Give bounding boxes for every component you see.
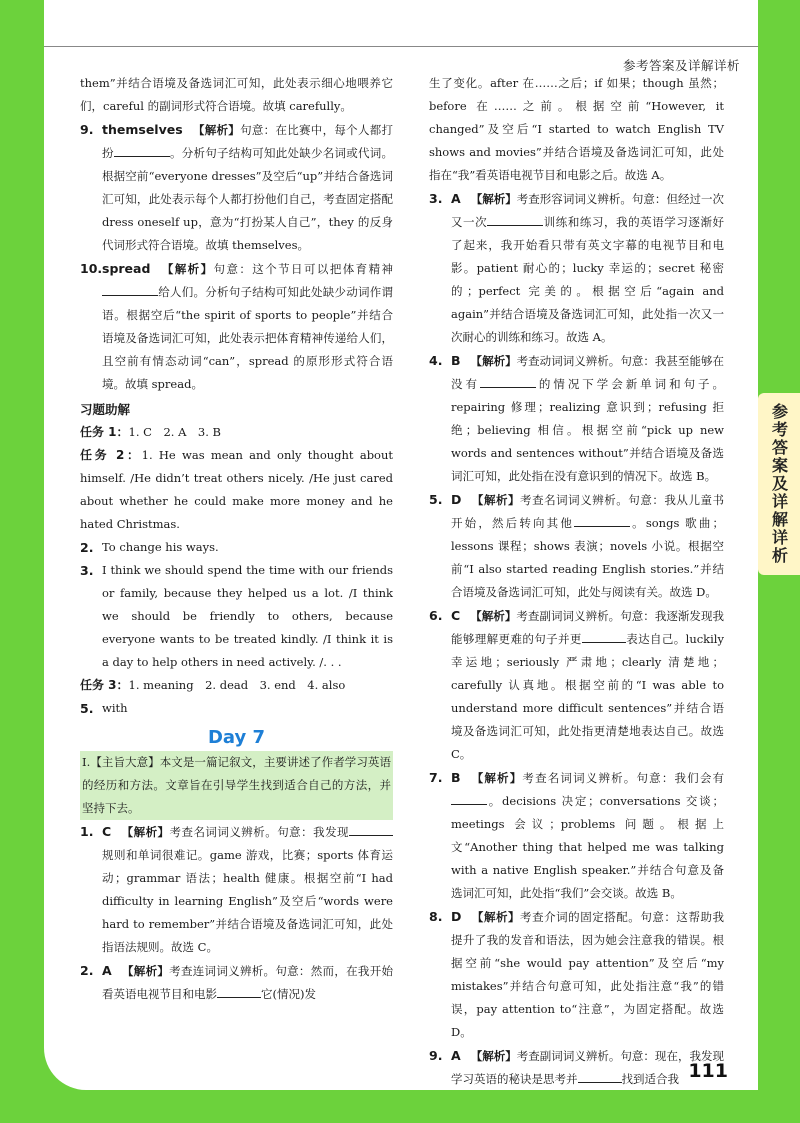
item-number: 8.	[429, 909, 443, 924]
answer-key: themselves	[102, 122, 183, 137]
task-text: To change his ways.	[102, 540, 219, 554]
task-label: 任务 3：	[80, 678, 129, 692]
section-title: 习题助解	[80, 402, 131, 417]
task-2	[80, 444, 393, 536]
answer-blank	[102, 283, 158, 296]
answer-blank	[574, 514, 630, 527]
analysis-tag: 【解析】	[471, 493, 521, 507]
analysis-tag: 【解析】	[470, 609, 517, 623]
task-text: I think we should spend the time with our friends or family, because they helped us a lot. /I think we should be friendly to others, because everyone wants to be treated kindly. /I think it is a day to help others in need actively. /. . .	[102, 563, 393, 669]
header-title: 参考答案及详解详析	[622, 58, 740, 73]
answer-key: B	[451, 353, 461, 368]
task-label: 任务 2：	[80, 448, 142, 462]
analysis-tag: 【解析】	[471, 910, 521, 924]
answer-blank	[480, 375, 536, 388]
header-rule	[44, 46, 758, 47]
answer-blank	[578, 1070, 622, 1083]
answer-item-9b	[429, 1044, 724, 1091]
analysis-tag: 【解析】	[192, 123, 241, 137]
day-heading: Day 7	[207, 727, 266, 748]
answer-item-5	[429, 488, 724, 604]
item-number: 1.	[80, 824, 94, 839]
answer-item-3	[429, 187, 724, 349]
analysis-text: 句意：这个节日可以把体育精神	[213, 262, 394, 276]
analysis-tag: 【解析】	[470, 192, 517, 206]
analysis-tag: 【解析】	[470, 1049, 517, 1063]
analysis-tag: 【解析】	[470, 771, 523, 785]
item-number: 4.	[429, 353, 443, 368]
right-column	[429, 72, 724, 1091]
side-tab-label: 参考答案及详解详析	[769, 403, 789, 565]
main-idea: Ⅰ.【主旨大意】本文是一篇记叙文，主要讲述了作者学习英语的经历和方法。文章旨在引导学生找到适合自己的方法，并坚持下去。	[80, 751, 393, 820]
analysis-text: 给人们。分析句子结构可知此处缺少动词作谓语。根据空后“the spirit of sports to people”并结合语境及备选词汇可知，此处表示把体育精神传递给人们，且空前有情态动词“can”，spread 的原形形式符合语境。故填 spread。	[102, 285, 393, 391]
task-2-item-2	[80, 536, 393, 559]
analysis-tag: 【解析】	[160, 262, 214, 276]
item-number: 9.	[429, 1048, 443, 1063]
analysis-text: 考查介词的固定搭配。句意：这帮助我提升了我的发音和语法，因为她会注意我的错误。根据空前“she would pay attention”及空后“my mistakes”并结合句意可知，此处指注意“我”的错误，pay attention to“注意”，为固定搭配。故选 D。	[451, 910, 725, 1039]
analysis-text: 训练和练习，我的英语学习逐渐好了起来，我开始看只带有英文字幕的电视节目和电影。patient 耐心的；lucky 幸运的；secret 秘密的；perfect 完美的。根据空后“again and again”并结合语境及备选词汇可知，此处指一次又一次耐心的训练和练习。故选 A。	[451, 215, 725, 344]
answer-item-9	[80, 118, 393, 257]
task-label: 任务 1：	[80, 425, 129, 439]
answer-blank	[451, 792, 487, 805]
item-number: 2.	[80, 540, 94, 555]
continuation-text: them”并结合语境及备选词汇可知，此处表示细心地喂养它们，careful 的副词形式符合语境。故填 carefully。	[80, 76, 393, 113]
answer-key: D	[451, 492, 462, 507]
item-number: 6.	[429, 608, 443, 623]
task-text: 1. C 2. A 3. B	[128, 425, 221, 439]
analysis-text: 考查形容词词义辨析。句意：但经过一次又一次	[451, 192, 725, 229]
continuation-text: 生了变化。after 在……之后；if 如果；though 虽然；before 在……之前。根据空前“However, it changed”及空后“I started to watch English TV shows and movies”并结合语境及备选词汇可知，此处指在“我”看英语电视节目和电影之后。故选 A。	[429, 76, 724, 182]
task-text: 1. meaning 2. dead 3. end 4. also	[128, 678, 346, 692]
answer-item-2	[80, 959, 393, 1006]
analysis-text: 表达自己。luckily 幸运地；seriously 严肃地；clearly 清楚地；carefully 认真地。根据空前的“I was able to understand more difficult sentences”并结合语境及备选词汇可知，此处指更清楚地表达自己。故选 C。	[451, 632, 724, 761]
analysis-tag: 【解析】	[121, 825, 170, 839]
analysis-text: 考查副词词义辨析。句意：我逐渐发现我能够理解更难的句子并更	[451, 609, 725, 646]
task-2-item-3	[80, 559, 393, 674]
analysis-text: 考查名词词义辨析。句意：我们会有	[522, 771, 725, 785]
answer-item-10	[80, 257, 393, 396]
answer-item-7	[429, 766, 724, 905]
analysis-text: 规则和单词很难记。game 游戏，比赛；sports 体育运动；grammar 语法；health 健康。根据空前“I had difficulty in learning English”及空后“words were hard to remember”并结合语境及备选词汇可知，此处指语法规则。故选 C。	[102, 848, 393, 954]
answer-key: C	[451, 608, 461, 623]
answer-item-1	[80, 820, 393, 959]
answer-item-6	[429, 604, 724, 766]
analysis-text: 。decisions 决定；conversations 交谈；meetings 会议；problems 问题。根据上文“Another thing that helped me was talking with a native English speaker.”并结合句意及备选词汇可知，此处指“我们”会交谈。故选 B。	[451, 794, 724, 900]
answer-blank	[114, 144, 170, 157]
item-number: 3.	[80, 563, 94, 578]
analysis-text: 。分析句子结构可知此处缺少名词或代词。根据空前“everyone dresses”及空后“up”并结合备选词汇可知，此处表示每个人都打扮他们自己，考查固定搭配 dress oneself up，意为“打扮某人自己”，they 的反身代词形式符合语境。故填 themselves。	[102, 146, 393, 252]
answer-key: A	[102, 963, 112, 978]
item-number: 7.	[429, 770, 443, 785]
analysis-tag: 【解析】	[470, 354, 517, 368]
answer-blank	[487, 213, 543, 226]
task-3-item-5	[80, 697, 393, 720]
answer-key: A	[451, 191, 461, 206]
task-text: 1. He was mean and only thought about himself. /He didn’t treat others nicely. /He just cared about whether he could make more money and he hated Christmas.	[80, 448, 394, 531]
item-number: 3.	[429, 191, 443, 206]
side-tab	[758, 393, 800, 575]
analysis-text: 。songs 歌曲；lessons 课程；shows 表演；novels 小说。根据空前“I also started reading English stories.”并结合语境及备选词汇可知，此处与阅读有关。故选 D。	[451, 516, 725, 599]
analysis-text: 考查动词词义辨析。句意：我甚至能够在没有	[451, 354, 725, 391]
answer-blank	[217, 985, 261, 998]
item-number: 10.	[80, 261, 103, 276]
answer-blank	[582, 630, 626, 643]
answer-item-4	[429, 349, 724, 488]
page-number: 111	[688, 1060, 728, 1082]
analysis-text: 的情况下学会新单词和句子。repairing 修理；realizing 意识到；refusing 拒绝；believing 相信。根据空前“pick up new words and sentences without”并结合语境及备选词汇可知，此处指在没有意识到的情况下。故选 B。	[451, 377, 725, 483]
answer-key: A	[451, 1048, 461, 1063]
analysis-text: 句意：在比赛中，每个人都打扮	[102, 123, 394, 160]
answer-blank	[349, 823, 393, 836]
analysis-tag: 【解析】	[121, 964, 170, 978]
item-number: 5.	[80, 701, 94, 716]
answer-key: B	[451, 770, 461, 785]
task-3	[80, 674, 393, 697]
answer-key: spread	[102, 261, 151, 276]
item-number: 5.	[429, 492, 443, 507]
item-number: 9.	[80, 122, 94, 137]
answer-key: C	[102, 824, 112, 839]
analysis-text: 它(情况)发	[261, 987, 316, 1001]
header-green-corner	[758, 0, 800, 72]
left-column	[80, 72, 393, 1006]
task-text: with	[102, 701, 128, 715]
analysis-text: 考查名词词义辨析。句意：我发现	[169, 825, 349, 839]
answer-item-8	[429, 905, 724, 1044]
answer-key: D	[451, 909, 462, 924]
analysis-text: 考查连词词义辨析。句意：然而，在我开始看英语电视节目和电影	[102, 964, 394, 1001]
analysis-text: 找到适合我	[621, 1072, 679, 1086]
task-1	[80, 421, 393, 444]
analysis-text: 考查副词词义辨析。句意：现在，我发现学习英语的秘诀是思考并	[451, 1049, 725, 1086]
item-number: 2.	[80, 963, 94, 978]
analysis-text: 考查名词词义辨析。句意：我从儿童书开始，然后转向其他	[451, 493, 725, 530]
